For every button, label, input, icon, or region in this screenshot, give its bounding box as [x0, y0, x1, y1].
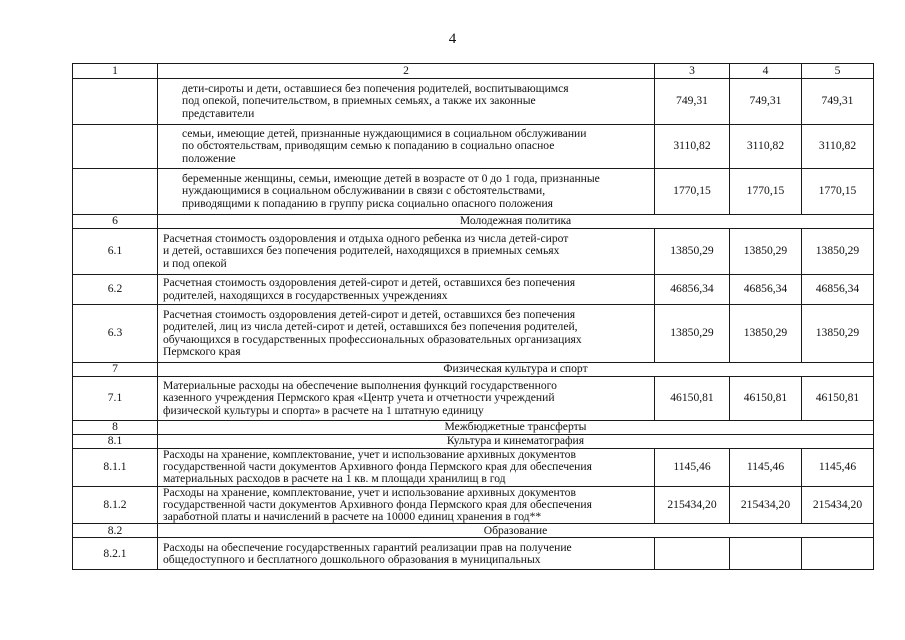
row-number: 6.3 — [73, 305, 158, 363]
description-line: заработной платы и начислений в расчете на 10000 единиц хранения в год** — [163, 510, 542, 524]
table-row — [73, 486, 874, 524]
row-description — [158, 79, 655, 125]
section-title: Молодежная политика — [158, 215, 874, 229]
table-row — [73, 79, 874, 125]
value-col-4: 13850,29 — [730, 229, 802, 275]
description-line: нуждающимися в социальном обслуживании в связи с обстоятельствами, — [182, 184, 546, 198]
value-col-3: 1770,15 — [655, 169, 730, 215]
row-number — [73, 169, 158, 215]
description-line: приводящими к попаданию в группу риска социально опасного положения — [182, 196, 553, 210]
header-col-3: 3 — [655, 64, 730, 79]
description-line: дети-сироты и дети, оставшиеся без попечения родителей, воспитывающимся — [182, 82, 569, 96]
description-line: Расходы на хранение, комплектование, учет и использование архивных документов — [163, 448, 576, 461]
value-col-3: 3110,82 — [655, 125, 730, 169]
table-row — [73, 377, 874, 421]
section-row — [73, 421, 874, 435]
table-row — [73, 305, 874, 363]
tariff-table — [72, 63, 874, 570]
description-line: родителей, лиц из числа детей-сирот и детей, оставшихся без попечения родителей, — [163, 320, 578, 334]
description-line: Расходы на обеспечение государственных гарантий реализации прав на получение — [163, 540, 572, 554]
table-row — [73, 538, 874, 570]
header-col-5: 5 — [802, 64, 874, 79]
section-row — [73, 363, 874, 377]
value-col-3 — [655, 538, 730, 570]
table-row — [73, 169, 874, 215]
value-col-3: 46856,34 — [655, 275, 730, 305]
description-line: Расходы на хранение, комплектование, учет и использование архивных документов — [163, 486, 576, 499]
description-line: общедоступного и бесплатного дошкольного образования в муниципальных — [163, 552, 541, 566]
value-col-5: 13850,29 — [802, 305, 874, 363]
section-row — [73, 524, 874, 538]
row-number — [73, 125, 158, 169]
value-col-5: 215434,20 — [802, 486, 874, 524]
description-line: государственной части документов Архивного фонда Пермского края для обеспечения — [163, 460, 592, 474]
value-col-3: 13850,29 — [655, 229, 730, 275]
description-line: материальных расходов в расчете на 1 кв. м площади хранилищ в год — [163, 472, 506, 486]
value-col-3: 749,31 — [655, 79, 730, 125]
description-line: родителей, находящихся в государственных учреждениях — [163, 288, 448, 302]
value-col-5: 1145,46 — [802, 449, 874, 487]
value-col-3: 13850,29 — [655, 305, 730, 363]
section-title: Культура и кинематография — [158, 435, 874, 449]
header-col-2: 2 — [158, 64, 655, 79]
description-line: Материальные расходы на обеспечение выполнения функций государственного — [163, 379, 557, 393]
value-col-4: 1770,15 — [730, 169, 802, 215]
value-col-4: 46856,34 — [730, 275, 802, 305]
value-col-4: 749,31 — [730, 79, 802, 125]
section-number: 8.1 — [73, 435, 158, 449]
value-col-5: 13850,29 — [802, 229, 874, 275]
table-row — [73, 275, 874, 305]
value-col-4: 1145,46 — [730, 449, 802, 487]
section-number: 7 — [73, 363, 158, 377]
description-line: Расчетная стоимость оздоровления детей-сирот и детей, оставшихся без попечения — [163, 276, 576, 290]
row-number: 7.1 — [73, 377, 158, 421]
row-number: 8.1.1 — [73, 449, 158, 487]
description-line: семьи, имеющие детей, признанные нуждающимися в социальном обслуживании — [182, 127, 587, 141]
row-description — [158, 305, 655, 363]
row-number: 6.2 — [73, 275, 158, 305]
row-description — [158, 169, 655, 215]
description-line: по обстоятельствам, приводящим семью к попаданию в социально опасное — [182, 139, 555, 153]
description-line: физической культуры и спорта» в расчете на 1 штатную единицу — [163, 403, 484, 417]
value-col-3: 46150,81 — [655, 377, 730, 421]
description-line: казенного учреждения Пермского края «Центр учета и отчетности учреждений — [163, 391, 555, 405]
value-col-5: 46150,81 — [802, 377, 874, 421]
section-row — [73, 215, 874, 229]
description-line: под опекой, попечительством, в приемных семьях, а также их законные — [182, 94, 536, 108]
section-number: 8.2 — [73, 524, 158, 538]
description-line: Расчетная стоимость оздоровления и отдыха одного ребенка из числа детей-сирот — [163, 232, 569, 246]
section-number: 8 — [73, 421, 158, 435]
row-number — [73, 79, 158, 125]
table-row — [73, 449, 874, 487]
section-number: 6 — [73, 215, 158, 229]
header-col-4: 4 — [730, 64, 802, 79]
description-line: и под опекой — [163, 256, 227, 270]
section-title: Межбюджетные трансферты — [158, 421, 874, 435]
row-description — [158, 125, 655, 169]
description-line: Расчетная стоимость оздоровления детей-сирот и детей, оставшихся без попечения — [163, 308, 576, 322]
table-row — [73, 229, 874, 275]
value-col-5: 3110,82 — [802, 125, 874, 169]
section-title: Образование — [158, 524, 874, 538]
table-row — [73, 125, 874, 169]
description-line: беременные женщины, семьи, имеющие детей в возрасте от 0 до 1 года, признанные — [182, 172, 600, 186]
row-description — [158, 229, 655, 275]
row-number: 8.1.2 — [73, 486, 158, 524]
row-description — [158, 275, 655, 305]
row-description — [158, 449, 655, 487]
header-col-1: 1 — [73, 64, 158, 79]
value-col-4: 13850,29 — [730, 305, 802, 363]
row-number: 6.1 — [73, 229, 158, 275]
description-line: обучающихся в государственных профессиональных образовательных организациях — [163, 332, 582, 346]
description-line: положение — [182, 151, 236, 165]
row-description — [158, 377, 655, 421]
row-description — [158, 486, 655, 524]
section-row — [73, 435, 874, 449]
description-line: Пермского края — [163, 344, 241, 358]
page-number: 4 — [448, 31, 457, 47]
table-body — [73, 64, 874, 570]
description-line: представители — [182, 106, 255, 120]
table-header-row — [73, 64, 874, 79]
description-line: и детей, оставшихся без попечения родителей, находящихся в приемных семьях — [163, 244, 560, 258]
description-line: государственной части документов Архивного фонда Пермского края для обеспечения — [163, 497, 592, 511]
value-col-5: 749,31 — [802, 79, 874, 125]
value-col-5: 46856,34 — [802, 275, 874, 305]
value-col-4: 3110,82 — [730, 125, 802, 169]
value-col-4: 46150,81 — [730, 377, 802, 421]
value-col-4: 215434,20 — [730, 486, 802, 524]
value-col-5 — [802, 538, 874, 570]
value-col-3: 1145,46 — [655, 449, 730, 487]
row-number: 8.2.1 — [73, 538, 158, 570]
section-title: Физическая культура и спорт — [158, 363, 874, 377]
row-description — [158, 538, 655, 570]
value-col-3: 215434,20 — [655, 486, 730, 524]
value-col-4 — [730, 538, 802, 570]
value-col-5: 1770,15 — [802, 169, 874, 215]
